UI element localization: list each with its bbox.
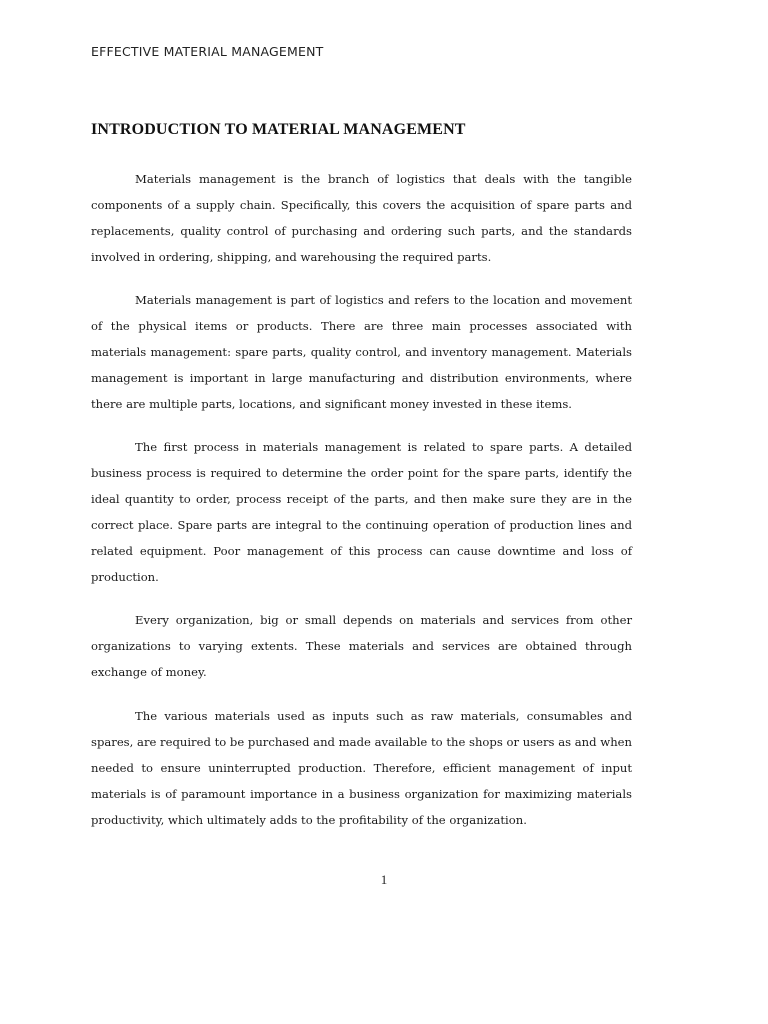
paragraph-4: Every organization, big or small depends on materials and services from other organizations to varying extents. These materials and services are obtained through exchange of money. [91, 613, 632, 679]
section-title: INTRODUCTION TO MATERIAL MANAGEMENT [91, 121, 466, 138]
page-number: 1 [380, 872, 388, 887]
paragraph-2: Materials management is part of logistics and refers to the location and movement of the physical items or products. There are three main processes associated with materials management: spare parts, quality control, and inventory management. Materials management is important in large manufacturing and distribution environments, where there are multiple parts, locations, and significant money invested in these items. [91, 293, 632, 411]
paragraph-3: The first process in materials management is related to spare parts. A detailed business process is required to determine the order point for the spare parts, identify the ideal quantity to order, process receipt of the parts, and then make sure they are in the correct place. Spare parts are integral to the continuing operation of production lines and related equipment. Poor management of this process can cause downtime and loss of production. [91, 440, 632, 584]
running-header: EFFECTIVE MATERIAL MANAGEMENT [91, 44, 324, 59]
paragraph-1: Materials management is the branch of logistics that deals with the tangible components of a supply chain. Specifically, this covers the acquisition of spare parts and replacements, quality control of purchasing and ordering such parts, and the standards involved in ordering, shipping, and warehousing the required parts. [91, 172, 632, 264]
paragraph-5: The various materials used as inputs such as raw materials, consumables and spares, are required to be purchased and made available to the shops or users as and when needed to ensure uninterrupted production. Therefore, efficient management of input materials is of paramount importance in a business organization for maximizing materials productivity, which ultimately adds to the profitability of the organization. [91, 709, 632, 827]
